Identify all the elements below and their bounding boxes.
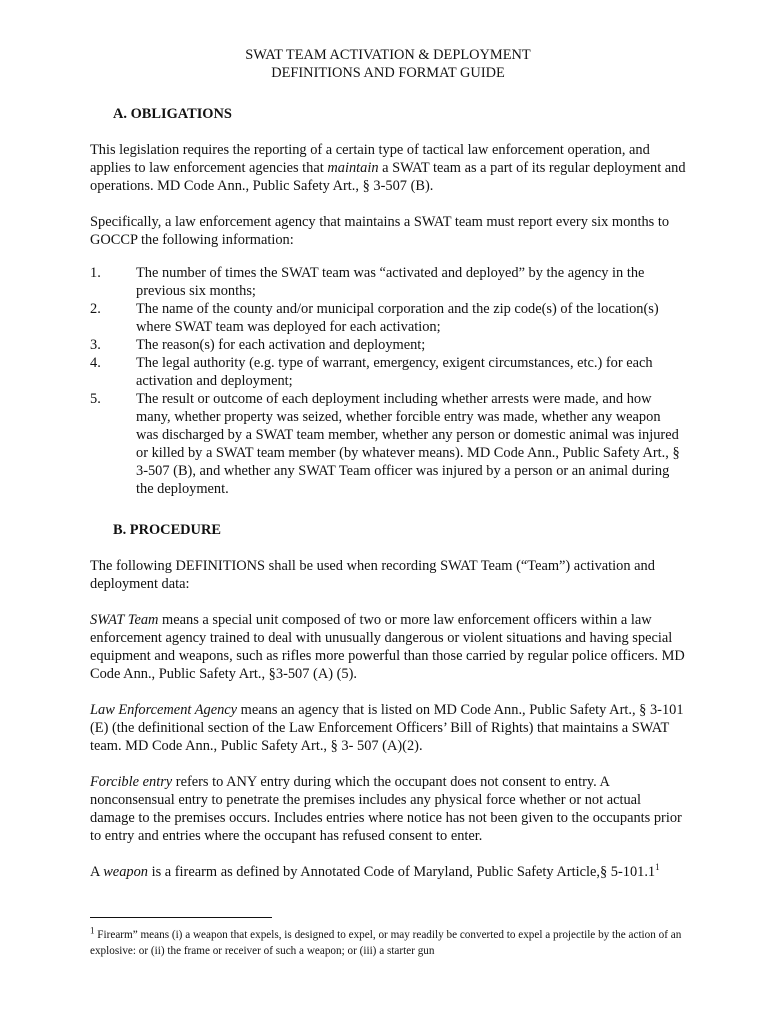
requirements-list	[90, 264, 686, 498]
section-a-heading: A. OBLIGATIONS	[113, 106, 232, 122]
list-item-number: 3.	[90, 337, 101, 353]
definition-text: is a firearm as defined by Annotated Code of Maryland, Public Safety Article,§ 5-101.1	[147, 864, 656, 880]
list-item	[90, 354, 686, 390]
section-b-heading: B. PROCEDURE	[113, 522, 221, 538]
definition-swat-team	[90, 611, 686, 683]
footnote-marker: 1	[90, 925, 95, 936]
obligations-emphasis: maintain	[327, 160, 379, 176]
document-body	[90, 46, 686, 959]
obligations-paragraph-1	[90, 141, 686, 195]
procedure-intro: The following DEFINITIONS shall be used when recording SWAT Team (“Team”) activation and deployment data:	[90, 558, 655, 592]
definition-term: Forcible entry	[90, 774, 173, 790]
list-item-text: The result or outcome of each deployment including whether arrests were made, and how many, whether property was seized, whether forcible entry was made, whether any weapon was discharged by a SWAT team member, whether any person or domestic animal was injured or killed by a SWAT team member (by whatever means). MD Code Ann., Public Safety Art., § 3-507 (B), and whether any SWAT Team officer was injured by a person or an animal during the deployment.	[136, 391, 680, 497]
list-item-number: 2.	[90, 301, 101, 317]
definition-text: means a special unit composed of two or more law enforcement officers within a law enforcement agency trained to deal with unusually dangerous or violent situations and having special equipment and weapons, such as rifles more powerful than those carried by regular police officers. MD Code Ann., Public Safety Art., §3-507 (A) (5).	[90, 612, 685, 682]
list-item	[90, 390, 686, 498]
list-item	[90, 300, 686, 336]
definition-text: means an agency that is listed on MD Code Ann., Public Safety Art., § 3-101 (E) (the definitional section of the Law Enforcement Officers’ Bill of Rights) that maintains a SWAT team. MD Code Ann., Public Safety Art., § 3- 507 (A)(2).	[90, 702, 684, 754]
list-item-text: The name of the county and/or municipal corporation and the zip code(s) of the location(s) where SWAT team was deployed for each activation;	[136, 301, 659, 335]
definition-term: Law Enforcement Agency	[90, 702, 238, 718]
definition-weapon	[90, 863, 686, 881]
obligations-text-b: a SWAT team as a part of its regular deployment and operations. MD Code Ann., Public Safety Art., § 3-507 (B).	[90, 160, 686, 194]
list-item-text: The reason(s) for each activation and deployment;	[136, 337, 426, 353]
definition-text: refers to ANY entry during which the occupant does not consent to entry. A nonconsensual entry to penetrate the premises includes any physical force whether or not actual damage to the premises occurs. Includes entries where notice has not been given to the occupants prior to entry and entries where the occupant has refused consent to enter.	[90, 774, 682, 844]
obligations-paragraph-2: Specifically, a law enforcement agency that maintains a SWAT team must report every six months to GOCCP the following information:	[90, 214, 670, 248]
list-item-text: The legal authority (e.g. type of warrant, emergency, exigent circumstances, etc.) for each activation and deployment;	[136, 355, 653, 389]
title-line-2: DEFINITIONS AND FORMAT GUIDE	[271, 65, 505, 81]
document-title	[90, 46, 686, 82]
list-item	[90, 336, 686, 354]
list-item-number: 1.	[90, 265, 101, 281]
title-line-1: SWAT TEAM ACTIVATION & DEPLOYMENT	[245, 47, 531, 63]
definition-term: weapon	[103, 864, 148, 880]
list-item-number: 5.	[90, 391, 101, 407]
footnote-divider	[90, 917, 272, 918]
definition-term: SWAT Team	[90, 612, 159, 628]
list-item-text: The number of times the SWAT team was “activated and deployed” by the agency in the previous six months;	[136, 265, 645, 299]
list-item	[90, 264, 686, 300]
obligations-text-a: This legislation requires the reporting of a certain type of tactical law enforcement operation, and applies to law enforcement agencies that	[90, 142, 650, 176]
definition-forcible-entry	[90, 773, 686, 845]
list-item-number: 4.	[90, 355, 101, 371]
definition-law-enforcement-agency	[90, 701, 686, 755]
footnote-text: Firearm” means (i) a weapon that expels, is designed to expel, or may readily be converted to expel a projectile by the action of an explosive: or (ii) the frame or receiver of such a weapon; or (iii) a starter gun	[90, 929, 682, 957]
footnote	[90, 927, 686, 959]
definition-prefix: A	[90, 864, 104, 880]
footnote-reference[interactable]: 1	[655, 862, 660, 873]
